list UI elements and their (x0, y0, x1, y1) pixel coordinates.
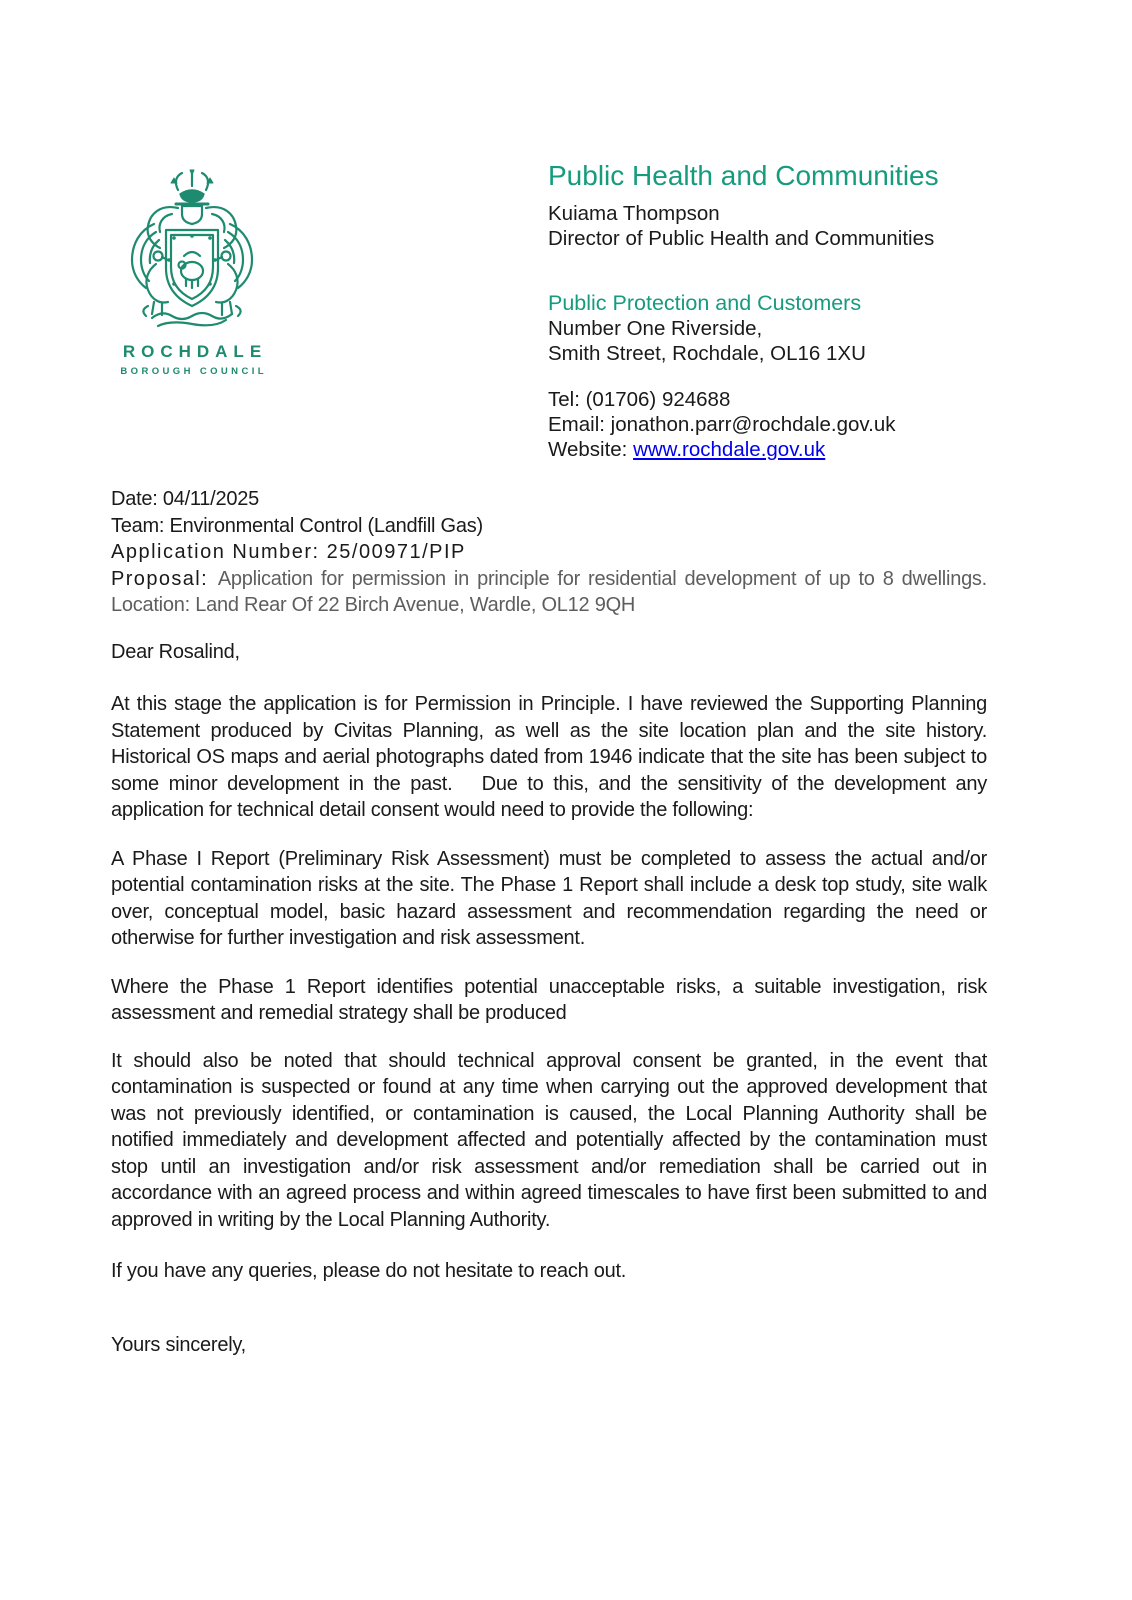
proposal-line (111, 566, 993, 619)
paragraph-5: If you have any queries, please do not hesitate to reach out. (111, 1260, 627, 1282)
director-name: Kuiama Thompson (548, 202, 720, 225)
team-line: Team: Environmental Control (Landfill Gas) (111, 514, 483, 537)
director-title: Director of Public Health and Communities (548, 227, 935, 250)
address-line-2: Smith Street, Rochdale, OL16 1XU (548, 342, 866, 365)
proposal-label: Proposal: (111, 567, 218, 590)
paragraph-1: At this stage the application is for Permission in Principle. I have reviewed the Supporting Planning Statement produced by Civitas Planning, as well as the site location plan and the site history. Historical OS maps and aerial photographs dated from 1946 indicate that the site has been subject to some minor development in the past. Due to this, and the sensitivity of the development any application for technical detail consent would need to provide the following: (111, 693, 998, 821)
service-title: Public Protection and Customers (548, 291, 862, 315)
paragraph-4: It should also be noted that should technical approval consent be granted, in the event that contamination is suspected or found at any time when carrying out the approved development that was not previously identified, or contamination is caused, the Local Planning Authority shall be notified immediately and development affected and potentially affected by the contamination must stop until an investigation and/or risk assessment and/or remediation shall be carried out in accordance with an agreed process and within agreed timescales to have first been submitted to and approved in writing by the Local Planning Authority. (111, 1049, 993, 1231)
website-line (548, 437, 1008, 462)
letterhead (548, 160, 1008, 462)
letter-body (111, 486, 998, 1358)
paragraph-2: A Phase I Report (Preliminary Risk Assessment) must be completed to assess the actual and/or potential contamination risks at the site. The Phase 1 Report shall include a desk top study, site walk over, conceptual model, basic hazard assessment and recommendation regarding the need or otherwise for further investigation and risk assessment. (111, 847, 993, 949)
logo-council-subtitle: BOROUGH COUNCIL (120, 366, 267, 377)
proposal-value: Application for permission in principle for residential development of up to 8 dwellings. Location: Land Rear Of 22 Birch Avenue, Wardle, OL12 9QH (111, 567, 993, 616)
email-line: Email: jonathon.parr@rochdale.gov.uk (548, 413, 896, 436)
logo-council-name: ROCHDALE (122, 342, 268, 361)
application-number-line: Application Number: 25/00971/PIP (111, 541, 466, 563)
department-title: Public Health and Communities (548, 160, 939, 191)
closing: Yours sincerely, (111, 1333, 246, 1356)
website-label: Website: (548, 438, 634, 461)
council-logo (116, 168, 268, 377)
coat-of-arms-icon (116, 168, 268, 336)
address-line-1: Number One Riverside, (548, 317, 763, 340)
phone-line: Tel: (01706) 924688 (548, 388, 731, 411)
paragraph-3: Where the Phase 1 Report identifies potential unacceptable risks, a suitable investigation, risk assessment and remedial strategy shall be produced (111, 975, 993, 1024)
website-link[interactable]: www.rochdale.gov.uk (633, 438, 826, 461)
salutation: Dear Rosalind, (111, 640, 240, 663)
date-line: Date: 04/11/2025 (111, 488, 259, 510)
